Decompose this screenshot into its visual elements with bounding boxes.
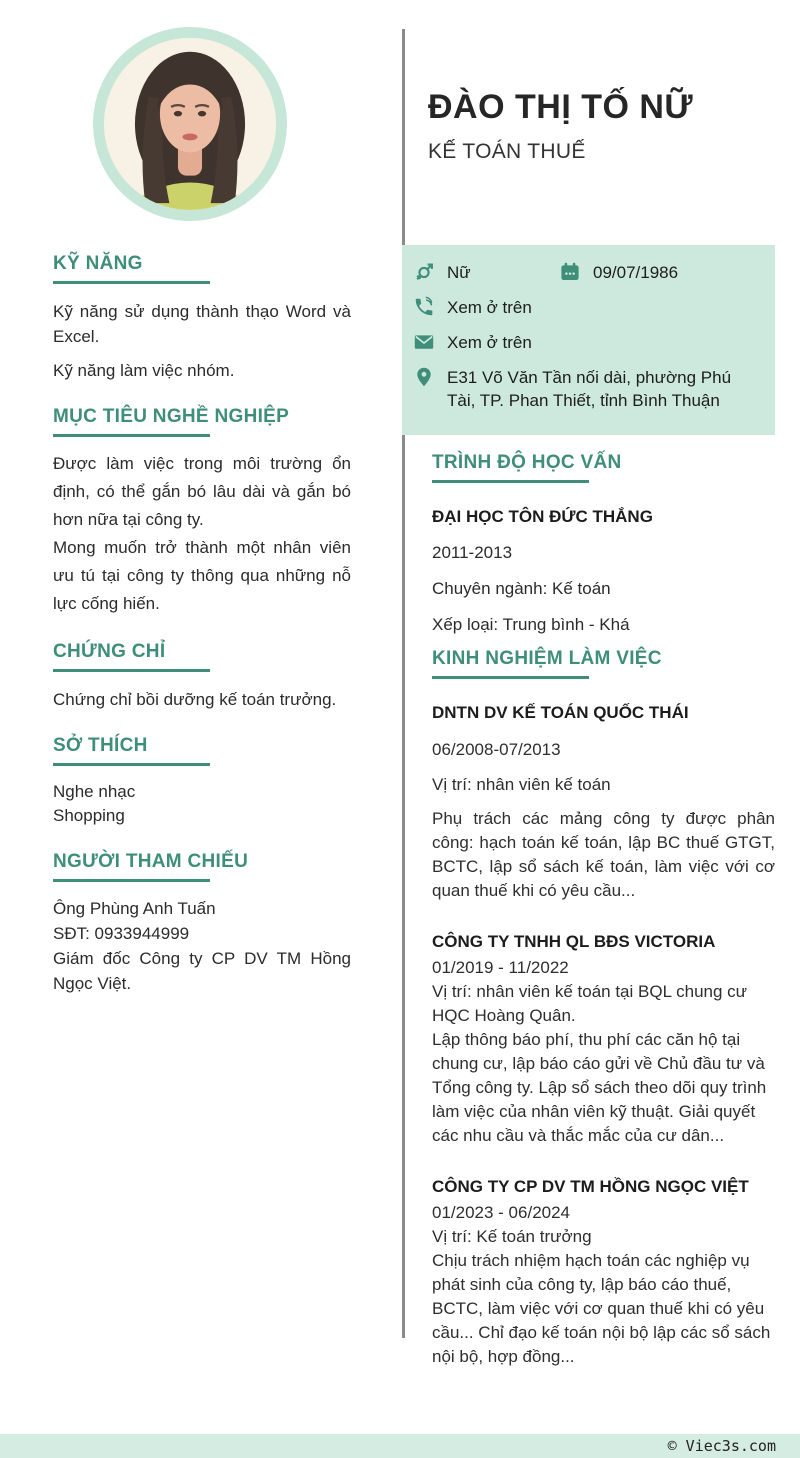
reference-block xyxy=(53,896,351,996)
skill-item: Kỹ năng sử dụng thành thạo Word và Excel. xyxy=(53,302,351,346)
calendar-icon xyxy=(559,261,581,283)
job-company: CÔNG TY CP DV TM HỒNG NGỌC VIỆT xyxy=(432,1177,749,1196)
email-value: Xem ở trên xyxy=(447,333,532,352)
education-major: Chuyên ngành: Kế toán xyxy=(432,579,611,598)
reference-line: Ông Phùng Anh Tuấn xyxy=(53,899,216,918)
certificates-heading: CHỨNG CHỈ xyxy=(53,641,166,662)
section-certificates xyxy=(53,642,351,712)
contact-card xyxy=(402,245,775,435)
skills-heading: KỸ NĂNG xyxy=(53,253,143,274)
main-column xyxy=(432,453,775,1369)
job-entry xyxy=(432,701,775,903)
reference-line: SĐT: 0933944999 xyxy=(53,924,190,943)
job-period: 01/2019 - 11/2022 xyxy=(432,958,569,977)
profile-photo-ring xyxy=(93,27,287,221)
contact-gender xyxy=(413,261,559,284)
address-value: E31 Võ Văn Tần nối dài, phường Phú Tài, TP. Phan Thiết, tỉnh Bình Thuận xyxy=(447,368,732,410)
contact-row-gender-birthdate xyxy=(413,261,761,284)
education-school: ĐẠI HỌC TÔN ĐỨC THẮNG xyxy=(432,507,653,526)
contact-row-email xyxy=(413,331,761,354)
job-description: Lập thông báo phí, thu phí các căn hộ tại chung cư, lập báo cáo gửi về Chủ đầu tư và Tổng công ty. Lập sổ sách theo dõi quy trình làm việc của nhân viên kỹ thuật. Giải quyết các nhu cầu và thắc mắc của cư dân... xyxy=(432,1030,767,1145)
contact-row-address xyxy=(413,366,761,412)
heading-underline xyxy=(53,281,210,284)
job-company: DNTN DV KẾ TOÁN QUỐC THÁI xyxy=(432,703,689,722)
footer-credit: © Viec3s.com xyxy=(667,1437,776,1455)
phone-icon xyxy=(413,296,435,318)
contact-row-phone xyxy=(413,296,761,319)
heading-underline xyxy=(432,676,589,679)
gender-value: Nữ xyxy=(447,263,471,282)
footer-bar xyxy=(0,1434,800,1458)
objective-paragraph: Mong muốn trở thành một nhân viên ưu tú tại công ty thông qua những nỗ lực cống hiến. xyxy=(53,538,351,613)
job-entry xyxy=(432,930,775,1148)
job-entry xyxy=(432,1175,775,1369)
page-title: ĐÀO THỊ TỐ NỮ xyxy=(428,88,694,126)
education-grade: Xếp loại: Trung bình - Khá xyxy=(432,615,630,634)
hobby-item: Nghe nhạc xyxy=(53,782,136,801)
job-title: KẾ TOÁN THUẾ xyxy=(428,140,586,163)
job-description: Phụ trách các mảng công ty được phân công: hạch toán kế toán, lập BC thuế GTGT, BCTC, lập sổ sách kế toán, làm việc với cơ quan thuế khi có yêu cầu... xyxy=(432,809,775,900)
experience-heading: KINH NGHIỆM LÀM VIỆC xyxy=(432,648,662,669)
avatar-image xyxy=(104,38,276,210)
hobby-item: Shopping xyxy=(53,806,125,825)
job-position: Vị trí: nhân viên kế toán xyxy=(432,775,611,794)
job-position: Vị trí: nhân viên kế toán tại BQL chung cư HQC Hoàng Quân. xyxy=(432,982,748,1025)
section-references xyxy=(53,852,351,996)
section-skills xyxy=(53,254,351,383)
sidebar xyxy=(53,254,351,996)
references-heading: NGƯỜI THAM CHIẾU xyxy=(53,851,249,872)
hobbies-heading: SỞ THÍCH xyxy=(53,735,148,756)
job-period: 01/2023 - 06/2024 xyxy=(432,1203,571,1222)
reference-line: Giám đốc Công ty CP DV TM Hồng Ngọc Việt. xyxy=(53,949,351,993)
heading-underline xyxy=(53,669,210,672)
header-block xyxy=(428,88,778,164)
section-education xyxy=(432,453,775,636)
objective-heading: MỤC TIÊU NGHỀ NGHIỆP xyxy=(53,406,290,427)
contact-birthdate xyxy=(559,261,678,284)
heading-underline xyxy=(432,480,589,483)
phone-value: Xem ở trên xyxy=(447,298,532,317)
heading-underline xyxy=(53,434,210,437)
job-description: Chịu trách nhiệm hạch toán các nghiệp vụ phát sinh của công ty, lập báo cáo thuế, BCTC, làm việc với cơ quan thuế khi có yêu cầu... Chỉ đạo kế toán nội bộ lập các sổ sách nội bộ, hợp đồng... xyxy=(432,1251,771,1366)
profile-photo xyxy=(104,38,276,210)
education-heading: TRÌNH ĐỘ HỌC VẤN xyxy=(432,452,622,473)
location-icon xyxy=(413,366,435,388)
job-period: 06/2008-07/2013 xyxy=(432,740,561,759)
section-experience xyxy=(432,649,775,1369)
heading-underline xyxy=(53,763,210,766)
objective-paragraph: Được làm việc trong môi trường ổn định, có thể gắn bó lâu dài và gắn bó hơn nữa tại công ty. xyxy=(53,454,351,529)
birthdate-value: 09/07/1986 xyxy=(593,263,679,282)
gender-icon xyxy=(413,261,435,283)
section-hobbies xyxy=(53,736,351,828)
skill-item: Kỹ năng làm việc nhóm. xyxy=(53,361,235,380)
certificate-item: Chứng chỉ bồi dưỡng kế toán trưởng. xyxy=(53,690,337,709)
section-objective xyxy=(53,407,351,618)
education-years: 2011-2013 xyxy=(432,543,513,562)
column-divider xyxy=(402,29,405,1338)
mail-icon xyxy=(413,331,435,353)
job-company: CÔNG TY TNHH QL BĐS VICTORIA xyxy=(432,932,716,951)
job-position: Vị trí: Kế toán trưởng xyxy=(432,1227,592,1246)
heading-underline xyxy=(53,879,210,882)
